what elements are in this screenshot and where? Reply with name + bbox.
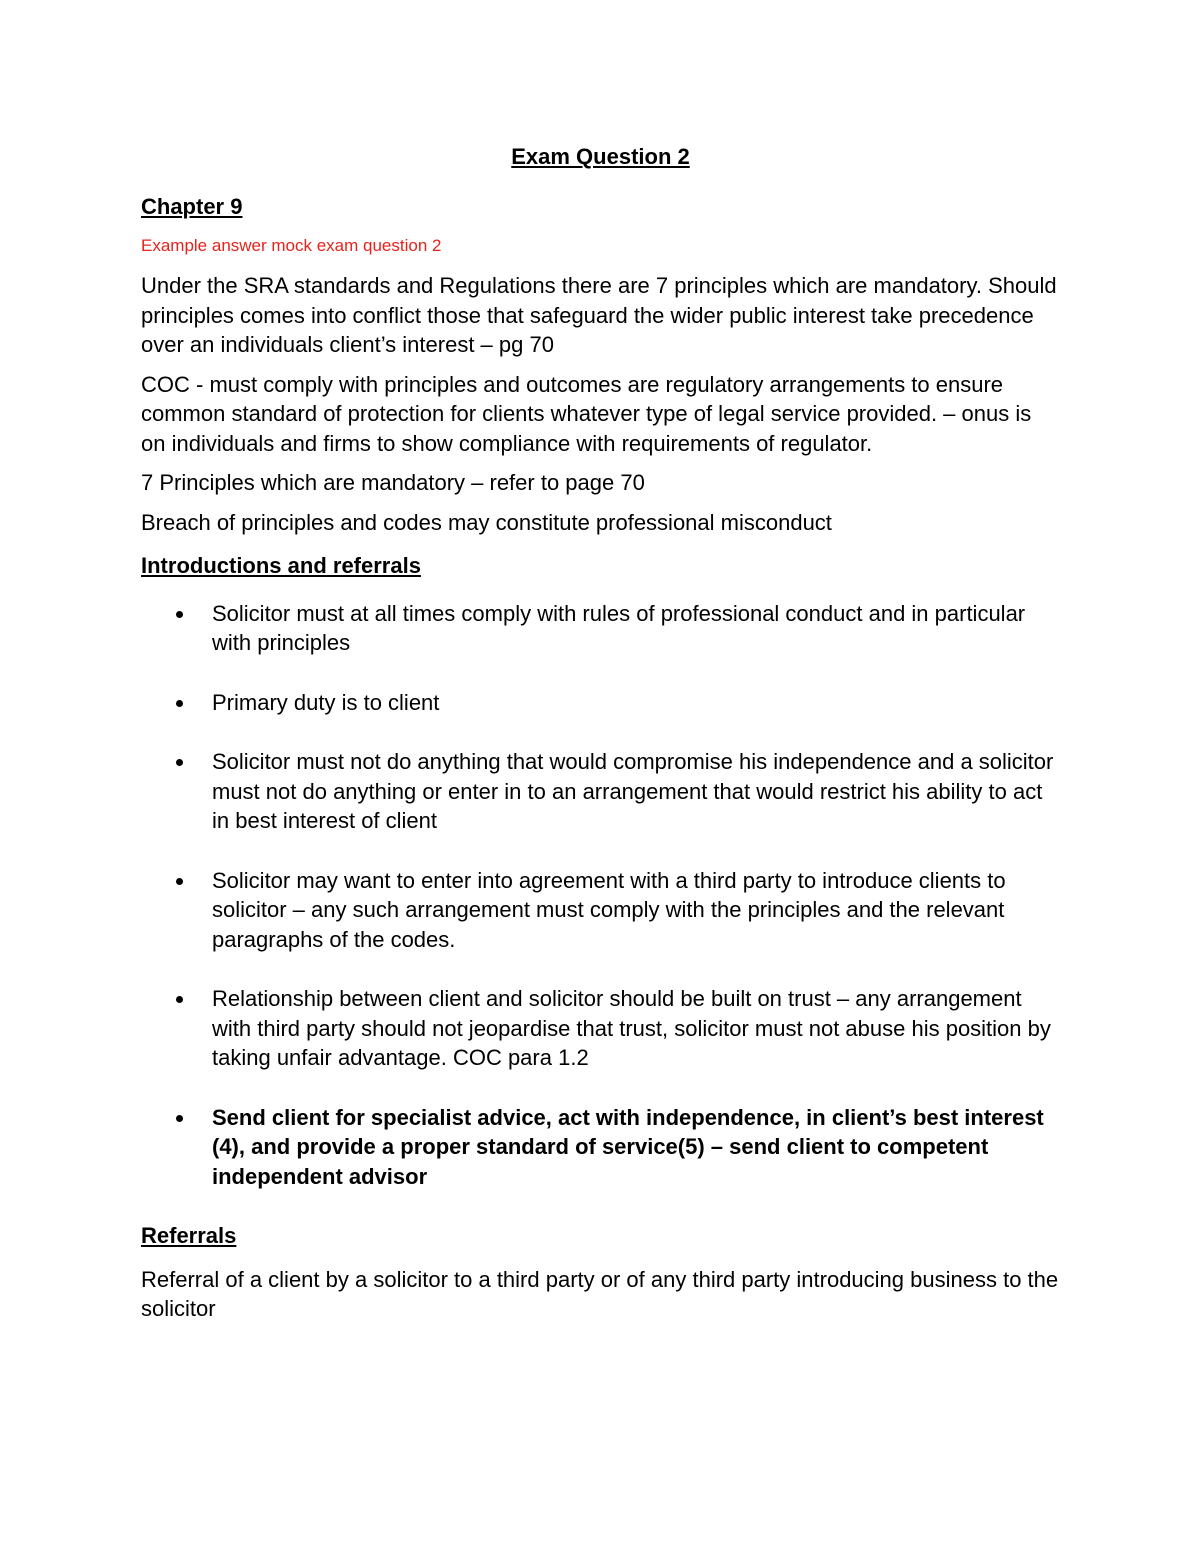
list-item bbox=[141, 688, 1060, 718]
bullet-dot-icon bbox=[176, 1115, 183, 1122]
list-item bbox=[141, 984, 1060, 1073]
chapter-heading: Chapter 9 bbox=[141, 193, 243, 219]
list-item bbox=[141, 747, 1060, 836]
bullet-dot-icon bbox=[176, 611, 183, 618]
paragraph-coc: COC - must comply with principles and outcomes are regulatory arrangements to ensure common standard of protection for clients whatever type of legal service provided. – onus is on individuals and firms to show compliance with requirements of regulator. bbox=[141, 371, 1032, 456]
list-item-text: Solicitor may want to enter into agreement with a third party to introduce clients to solicitor – any such arrangement must comply with the principles and the relevant paragraphs of the codes. bbox=[212, 867, 1006, 952]
section-heading-introductions: Introductions and referrals bbox=[141, 553, 421, 578]
paragraph-mandatory-principles: 7 Principles which are mandatory – refer to page 70 bbox=[141, 470, 645, 495]
list-item bbox=[141, 599, 1060, 658]
list-item-text: Solicitor must not do anything that would compromise his independence and a solicitor must not do anything or enter in to an arrangement that would restrict his ability to act in best interest of client bbox=[212, 749, 1054, 833]
list-item-text: Solicitor must at all times comply with rules of professional conduct and in particular with principles bbox=[212, 600, 1026, 655]
list-item-text: Relationship between client and solicitor should be built on trust – any arrangement with third party should not jeopardise that trust, solicitor must not abuse his position by taking unfair advantage. COC para 1.2 bbox=[212, 986, 1051, 1070]
paragraph-referrals: Referral of a client by a solicitor to a third party or of any third party introducing business to the solicitor bbox=[141, 1266, 1059, 1321]
bullet-dot-icon bbox=[176, 700, 183, 707]
bullet-list bbox=[141, 599, 1060, 1192]
list-item bbox=[141, 1103, 1060, 1192]
section-heading-referrals: Referrals bbox=[141, 1223, 237, 1248]
paragraph-sra-principles: Under the SRA standards and Regulations there are 7 principles which are mandatory. Should principles comes into conflict those that safeguard the wider public interest take precedence over an individuals client’s interest – pg 70 bbox=[141, 273, 1057, 357]
example-note: Example answer mock exam question 2 bbox=[141, 236, 442, 255]
list-item-text: Primary duty is to client bbox=[212, 689, 440, 715]
bullet-dot-icon bbox=[176, 878, 183, 885]
bullet-dot-icon bbox=[176, 759, 183, 766]
list-item bbox=[141, 866, 1060, 955]
paragraph-breach: Breach of principles and codes may constitute professional misconduct bbox=[141, 509, 832, 535]
document-title: Exam Question 2 bbox=[511, 144, 690, 169]
bullet-dot-icon bbox=[176, 996, 183, 1003]
list-item-text: Send client for specialist advice, act with independence, in client’s best interest (4), and provide a proper standard of service(5) – send client to competent independent advisor bbox=[212, 1104, 1044, 1189]
